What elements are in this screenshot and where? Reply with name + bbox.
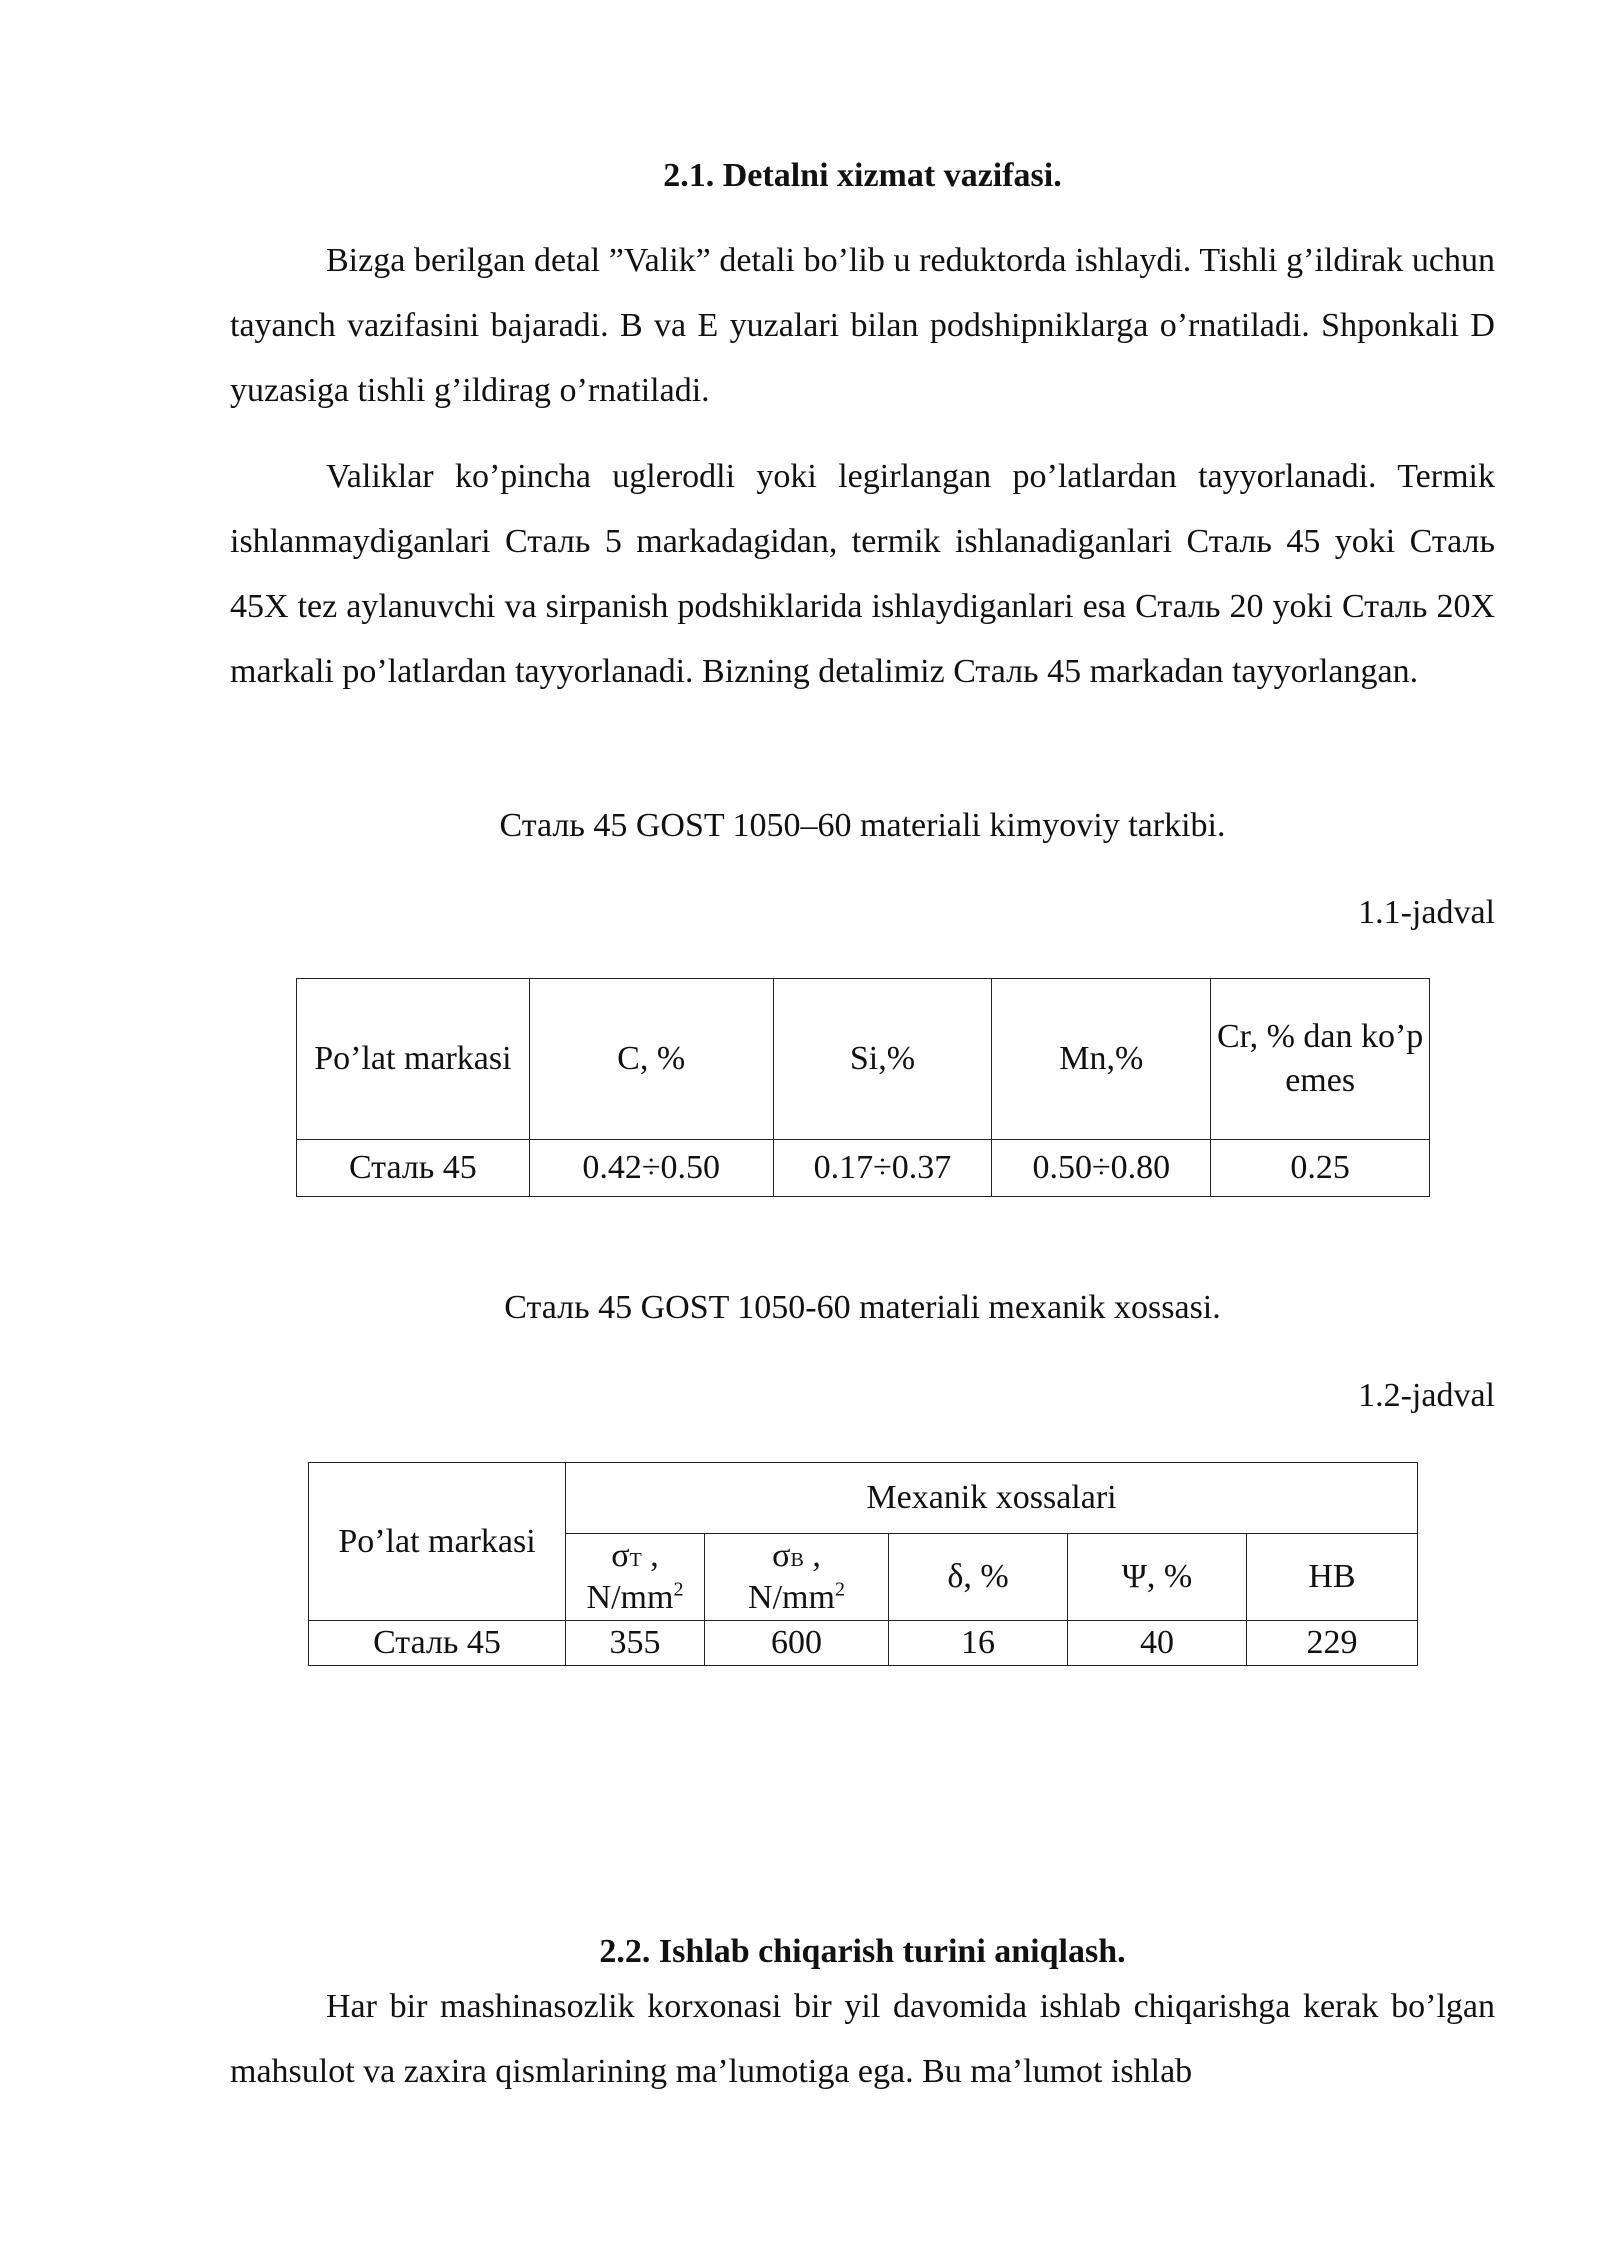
cell-si: 0.17÷0.37	[773, 1140, 992, 1197]
cell-brand: Сталь 45	[309, 1621, 566, 1666]
mechanical-properties-table	[308, 1462, 1418, 1666]
header-cell-brand: Po’lat markasi	[297, 979, 530, 1140]
table-header-row	[297, 979, 1430, 1140]
header-cell-psi: Ψ, %	[1068, 1534, 1247, 1621]
cell-c: 0.42÷0.50	[529, 1140, 773, 1197]
cell-cr: 0.25	[1211, 1140, 1430, 1197]
table-row	[297, 1140, 1430, 1197]
header-cell-sigma-b: σВ , $N/mm^2$	[705, 1534, 889, 1621]
header-cell-group: Mexanik xossalari	[566, 1463, 1418, 1534]
table-row	[309, 1621, 1418, 1666]
section-title-2-1: 2.1. Detalni xizmat vazifasi.	[663, 157, 1062, 194]
header-cell-c: C, %	[529, 979, 773, 1140]
header-cell-delta: δ, %	[889, 1534, 1068, 1621]
header-cell-si: Si,%	[773, 979, 992, 1140]
header-cell-hb: HB	[1247, 1534, 1418, 1621]
cell-sigma-b: 600	[705, 1621, 889, 1666]
table1-caption: Сталь 45 GOST 1050–60 materiali kimyoviy tarkibi.	[499, 807, 1226, 844]
cell-hb: 229	[1247, 1621, 1418, 1666]
cell-mn: 0.50÷0.80	[992, 1140, 1211, 1197]
paragraph-purpose: Bizga berilgan detal ”Valik” detali bo’lib u reduktorda ishlaydi. Tishli g’ildirak uchun tayanch vazifasini bajaradi. B va E yuzalari bilan podshipniklarga o’rnatiladi. Shponkali D yuzasiga tishli g’ildirag o’rnatiladi.	[230, 242, 1495, 409]
section-title-2-2: 2.2. Ishlab chiqarish turini aniqlash.	[599, 1933, 1126, 1970]
table2-number: 1.2-jadval	[1358, 1377, 1495, 1414]
chemical-composition-table	[296, 978, 1430, 1197]
cell-delta: 16	[889, 1621, 1068, 1666]
cell-sigma-t: 355	[566, 1621, 705, 1666]
header-cell-sigma-t: σТ , $N/mm^2$	[566, 1534, 705, 1621]
paragraph-production: Har bir mashinasozlik korxonasi bir yil davomida ishlab chiqarishga kerak bo’lgan mahsulot va zaxira qismlarining ma’lumotiga ega. Bu ma’lumot ishlab	[230, 1988, 1495, 2090]
table2-caption: Сталь 45 GOST 1050-60 materiali mexanik xossasi.	[504, 1289, 1221, 1326]
table1-number: 1.1-jadval	[1358, 894, 1495, 931]
paragraph-materials: Valiklar ko’pincha uglerodli yoki legirlangan po’latlardan tayyorlanadi. Termik ishlanmaydiganlari Сталь 5 markadagidan, termik ishlanadiganlari Сталь 45 yoki Сталь 45X tez aylanuvchi va sirpanish podshiklarida ishlaydiganlari esa Сталь 20 yoki Сталь 20X markali po’latlardan tayyorlanadi. Bizning detalimiz Сталь 45 markadan tayyorlangan.	[230, 458, 1495, 690]
header-cell-cr: Cr, % dan ko’p emes	[1211, 979, 1430, 1140]
cell-brand: Сталь 45	[297, 1140, 530, 1197]
header-cell-brand: Po’lat markasi	[309, 1463, 566, 1621]
table-header-row	[309, 1463, 1418, 1534]
header-cell-mn: Mn,%	[992, 979, 1211, 1140]
cell-psi: 40	[1068, 1621, 1247, 1666]
